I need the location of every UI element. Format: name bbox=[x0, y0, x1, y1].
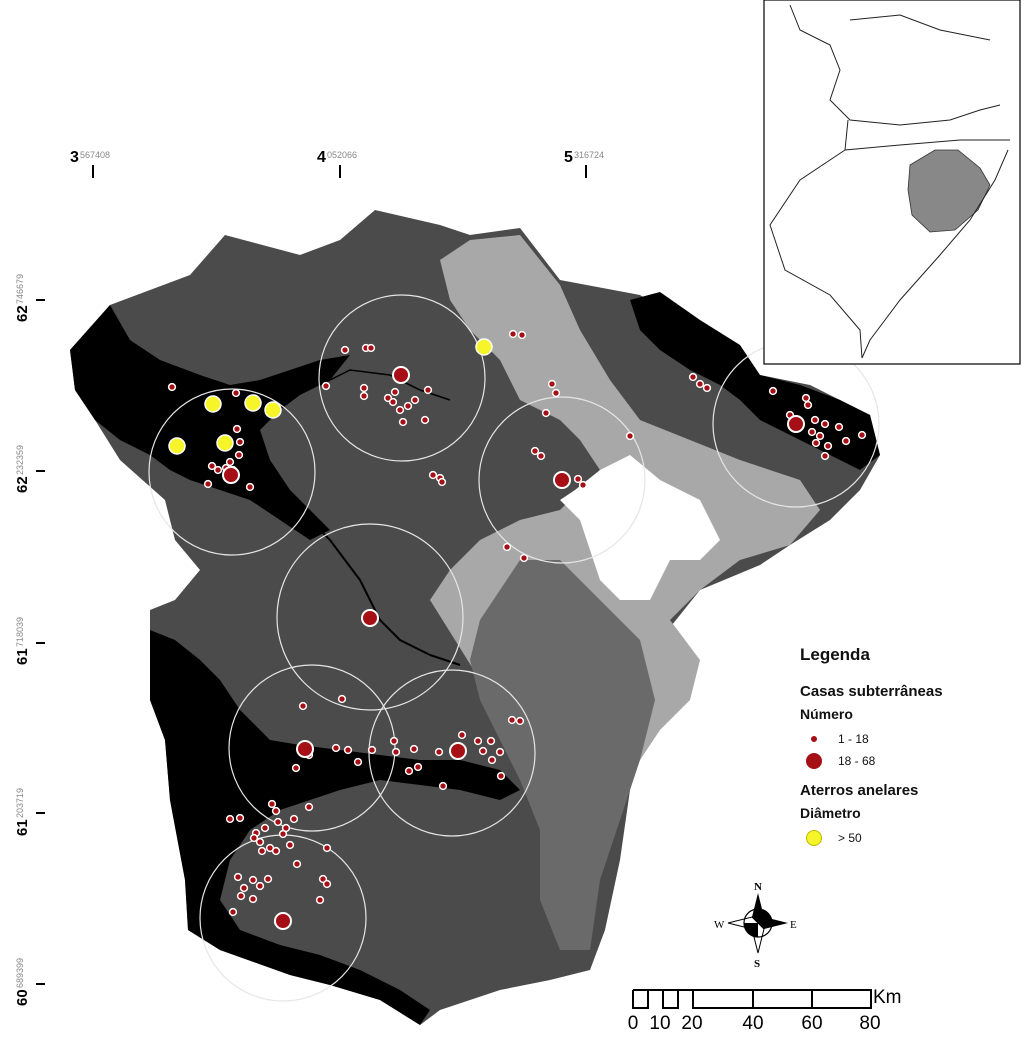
site-marker-small bbox=[422, 417, 429, 424]
compass-w: W bbox=[714, 919, 725, 931]
site-marker-small bbox=[391, 738, 398, 745]
legend-big-dot-icon bbox=[805, 752, 823, 770]
legend-subtitle-number: Número bbox=[800, 706, 853, 722]
site-marker-small bbox=[480, 748, 487, 755]
compass-rose bbox=[714, 881, 797, 970]
grid-label-y-4-big: 61 bbox=[14, 819, 31, 836]
legend-row-yellow bbox=[800, 827, 1000, 849]
grid-label-y-2-small: 232359 bbox=[15, 444, 25, 475]
site-marker-small bbox=[324, 845, 331, 852]
site-marker-large bbox=[275, 913, 291, 929]
site-marker-small bbox=[287, 842, 294, 849]
site-marker-small bbox=[498, 773, 505, 780]
grid-label-y-2-big: 62 bbox=[14, 476, 31, 493]
site-marker-small bbox=[822, 421, 829, 428]
site-marker-small bbox=[415, 764, 422, 771]
site-marker-small bbox=[265, 876, 272, 883]
site-marker-small bbox=[390, 399, 397, 406]
site-marker-large bbox=[788, 416, 804, 432]
site-marker-small bbox=[822, 453, 829, 460]
site-marker-small bbox=[262, 825, 269, 832]
ring-mound-marker bbox=[245, 395, 261, 411]
site-marker-small bbox=[250, 877, 257, 884]
site-marker-large bbox=[297, 741, 313, 757]
site-marker-small bbox=[241, 885, 248, 892]
site-marker-small bbox=[306, 804, 313, 811]
grid-label-y-4-small: 203719 bbox=[15, 787, 25, 818]
grid-label-y-3-big: 61 bbox=[14, 648, 31, 665]
site-marker-small bbox=[361, 385, 368, 392]
site-marker-small bbox=[235, 874, 242, 881]
site-marker-small bbox=[430, 472, 437, 479]
site-marker-small bbox=[510, 331, 517, 338]
site-marker-small bbox=[770, 388, 777, 395]
site-marker-small bbox=[580, 482, 587, 489]
site-marker-small bbox=[236, 452, 243, 459]
site-marker-large bbox=[554, 472, 570, 488]
site-marker-small bbox=[440, 783, 447, 790]
site-marker-small bbox=[250, 896, 257, 903]
site-marker-small bbox=[345, 747, 352, 754]
site-marker-small bbox=[227, 459, 234, 466]
site-marker-small bbox=[805, 402, 812, 409]
scale-unit: Km bbox=[873, 987, 902, 1008]
site-marker-small bbox=[627, 433, 634, 440]
site-marker-small bbox=[439, 479, 446, 486]
site-marker-small bbox=[397, 407, 404, 414]
site-marker-small bbox=[813, 440, 820, 447]
ring-mound-marker bbox=[169, 438, 185, 454]
site-marker-small bbox=[237, 815, 244, 822]
site-marker-small bbox=[489, 757, 496, 764]
scale-tick-60: 60 bbox=[801, 1013, 823, 1034]
scale-tick-0: 0 bbox=[627, 1013, 639, 1034]
legend-big-label: 18 - 68 bbox=[838, 754, 876, 768]
site-marker-small bbox=[323, 383, 330, 390]
grid-label-x-3-big: 5 bbox=[564, 149, 573, 166]
site-marker-small bbox=[543, 410, 550, 417]
site-marker-small bbox=[368, 345, 375, 352]
grid-label-x-2-small: 052066 bbox=[327, 150, 358, 160]
site-marker-small bbox=[532, 448, 539, 455]
site-marker-large bbox=[223, 467, 239, 483]
grid-label-y-1-small: 746679 bbox=[15, 273, 25, 304]
site-marker-small bbox=[475, 738, 482, 745]
site-marker-small bbox=[859, 432, 866, 439]
site-marker-small bbox=[817, 433, 824, 440]
grid-label-y-5-big: 60 bbox=[14, 989, 31, 1006]
grid-label-x-3-small: 316724 bbox=[574, 150, 605, 160]
site-marker-small bbox=[283, 825, 290, 832]
site-marker-small bbox=[342, 347, 349, 354]
site-marker-small bbox=[425, 387, 432, 394]
legend bbox=[800, 645, 1000, 849]
legend-yellow-dot-icon bbox=[806, 830, 822, 846]
site-marker-small bbox=[361, 393, 368, 400]
site-marker-small bbox=[553, 390, 560, 397]
legend-yellow-label: > 50 bbox=[838, 831, 862, 845]
scale-tick-20: 20 bbox=[681, 1013, 703, 1034]
legend-section-mounds: Aterros anelares bbox=[800, 782, 919, 799]
site-marker-small bbox=[488, 738, 495, 745]
grid-label-y-3-small: 718039 bbox=[15, 616, 25, 647]
site-marker-small bbox=[809, 429, 816, 436]
site-marker-small bbox=[538, 453, 545, 460]
site-marker-small bbox=[339, 696, 346, 703]
site-marker-small bbox=[247, 484, 254, 491]
scale-tick-10: 10 bbox=[649, 1013, 671, 1034]
site-marker-small bbox=[273, 848, 280, 855]
site-marker-small bbox=[412, 397, 419, 404]
site-marker-small bbox=[300, 703, 307, 710]
site-marker-small bbox=[504, 544, 511, 551]
site-marker-small bbox=[521, 555, 528, 562]
legend-small-dot-icon bbox=[810, 735, 818, 743]
site-marker-small bbox=[333, 745, 340, 752]
site-marker-small bbox=[273, 808, 280, 815]
site-marker-small bbox=[843, 438, 850, 445]
site-marker-small bbox=[257, 883, 264, 890]
grid-label-x-1-big: 3 bbox=[70, 149, 79, 166]
site-marker-small bbox=[549, 381, 556, 388]
site-marker-small bbox=[497, 749, 504, 756]
site-marker-small bbox=[369, 747, 376, 754]
inset-map bbox=[764, 0, 1020, 364]
site-marker-small bbox=[169, 384, 176, 391]
site-marker-small bbox=[436, 749, 443, 756]
site-marker-large bbox=[362, 610, 378, 626]
ring-mound-marker bbox=[205, 396, 221, 412]
grid-label-x-2-big: 4 bbox=[317, 149, 326, 166]
site-marker-small bbox=[803, 395, 810, 402]
grid-label-y-1-big: 62 bbox=[14, 305, 31, 322]
scale-tick-80: 80 bbox=[859, 1013, 881, 1034]
site-marker-small bbox=[227, 816, 234, 823]
site-marker-small bbox=[393, 749, 400, 756]
ring-mound-marker bbox=[217, 435, 233, 451]
ring-mound-marker bbox=[265, 402, 281, 418]
site-marker-small bbox=[259, 848, 266, 855]
site-marker-small bbox=[812, 417, 819, 424]
site-marker-small bbox=[238, 893, 245, 900]
site-marker-small bbox=[355, 759, 362, 766]
scale-labels bbox=[0, 1013, 1024, 1043]
site-marker-small bbox=[317, 897, 324, 904]
legend-title: Legenda bbox=[800, 645, 870, 664]
site-marker-small bbox=[230, 909, 237, 916]
ring-mound-marker bbox=[476, 339, 492, 355]
site-marker-small bbox=[400, 419, 407, 426]
site-marker-small bbox=[234, 426, 241, 433]
site-marker-small bbox=[697, 381, 704, 388]
compass-n: N bbox=[754, 881, 762, 893]
grid-labels-top bbox=[70, 149, 604, 166]
site-marker-small bbox=[406, 768, 413, 775]
legend-small-label: 1 - 18 bbox=[838, 732, 869, 746]
site-marker-small bbox=[509, 717, 516, 724]
site-marker-small bbox=[324, 881, 331, 888]
site-marker-small bbox=[215, 467, 222, 474]
site-marker-small bbox=[825, 443, 832, 450]
site-marker-small bbox=[392, 389, 399, 396]
grid-labels-left bbox=[14, 274, 31, 1006]
legend-row-small bbox=[800, 728, 1000, 750]
site-marker-small bbox=[275, 819, 282, 826]
site-marker-small bbox=[269, 801, 276, 808]
site-marker-small bbox=[411, 746, 418, 753]
scale-tick-40: 40 bbox=[742, 1013, 764, 1034]
site-marker-small bbox=[459, 732, 466, 739]
site-marker-small bbox=[205, 481, 212, 488]
compass-e: E bbox=[790, 919, 797, 931]
site-marker-large bbox=[393, 367, 409, 383]
site-marker-small bbox=[575, 476, 582, 483]
site-marker-small bbox=[517, 718, 524, 725]
legend-row-big bbox=[800, 750, 1000, 772]
site-marker-small bbox=[704, 385, 711, 392]
site-marker-small bbox=[237, 439, 244, 446]
site-marker-small bbox=[519, 332, 526, 339]
grid-label-x-1-small: 567408 bbox=[80, 150, 111, 160]
site-marker-small bbox=[690, 374, 697, 381]
scale-bar bbox=[633, 990, 871, 1008]
legend-section-houses: Casas subterrâneas bbox=[800, 683, 943, 700]
site-marker-small bbox=[405, 403, 412, 410]
grid-label-y-5-small: 689399 bbox=[15, 957, 25, 988]
site-marker-large bbox=[450, 743, 466, 759]
site-marker-small bbox=[251, 835, 258, 842]
site-marker-small bbox=[233, 390, 240, 397]
compass-s: S bbox=[754, 958, 761, 970]
legend-subtitle-diameter: Diâmetro bbox=[800, 805, 861, 821]
site-marker-small bbox=[291, 816, 298, 823]
site-marker-small bbox=[293, 765, 300, 772]
site-marker-small bbox=[836, 424, 843, 431]
site-marker-small bbox=[294, 861, 301, 868]
